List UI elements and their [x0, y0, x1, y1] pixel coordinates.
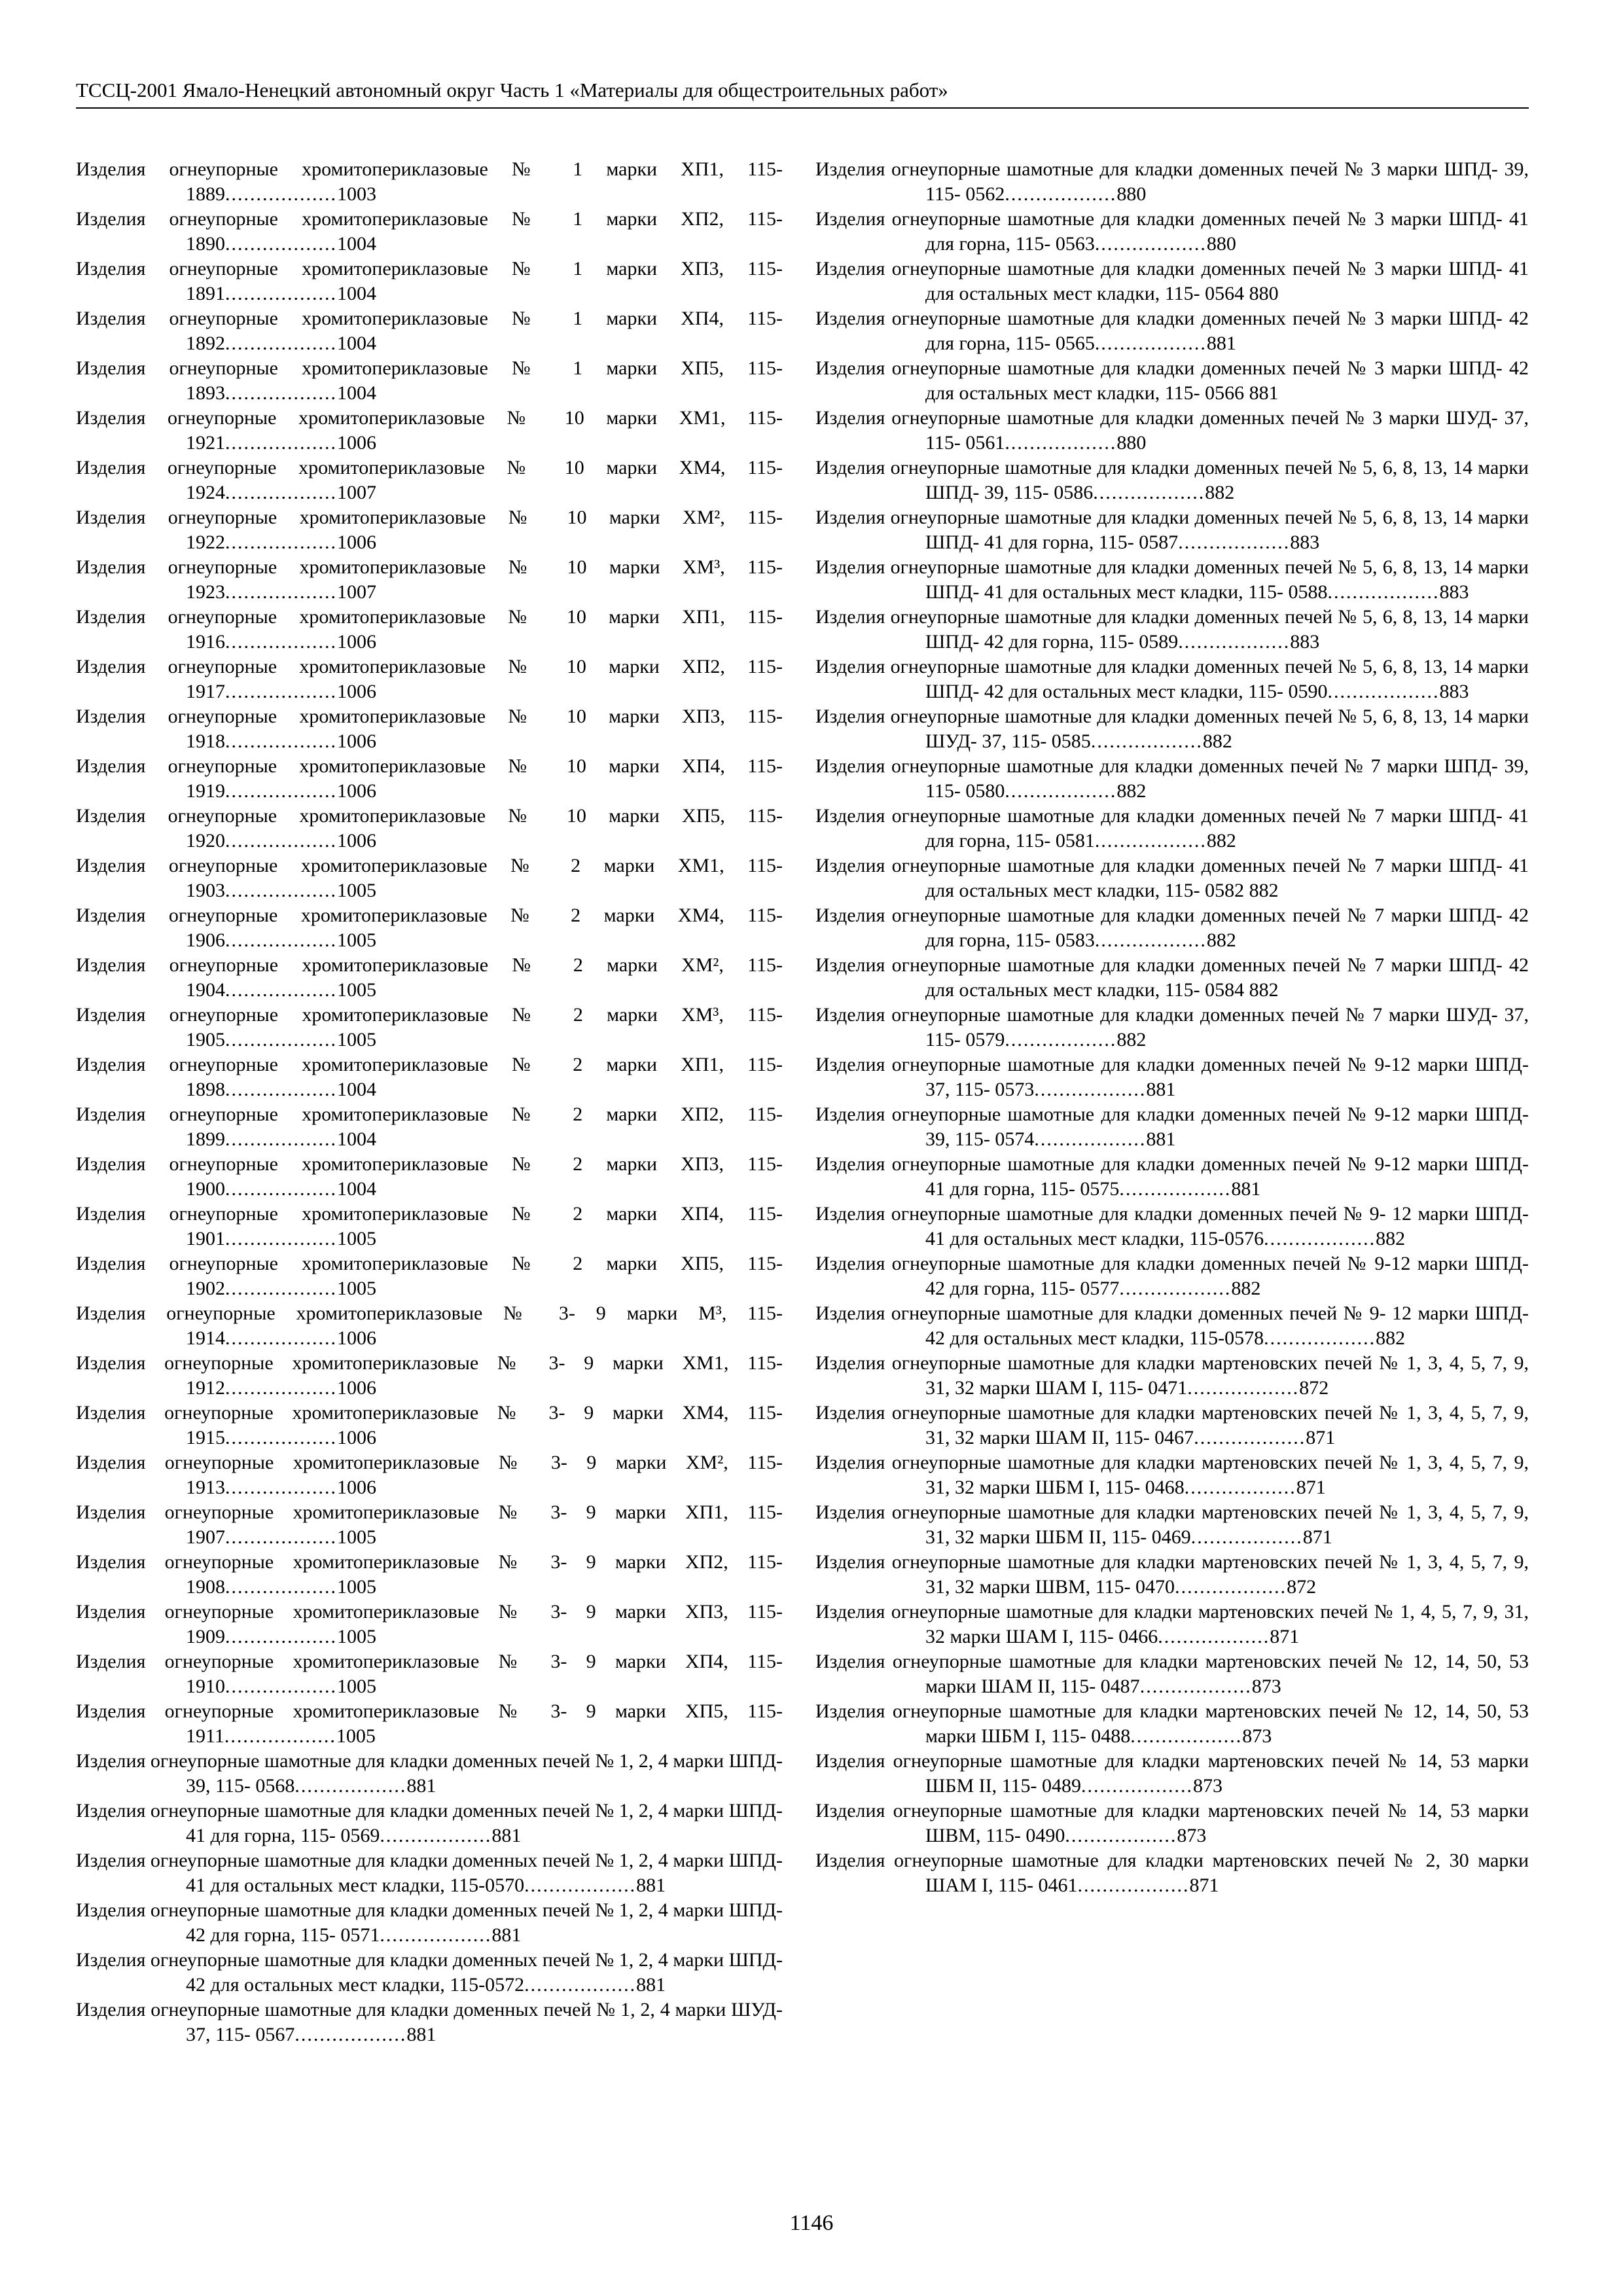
dot-leader: ..................: [1178, 631, 1291, 653]
index-entry: [815, 1401, 1529, 1450]
index-entry-text: Изделия огнеупорные шамотные для кладки доменных печей № 5, 6, 8, 13, 14 марки ШПД- 41 для горна, 115- 0587: [815, 507, 1529, 553]
index-column-left: [76, 157, 783, 2047]
index-entry-text: Изделия огнеупорные шамотные для кладки доменных печей № 7 марки ШПД- 42 для остальных мест кладки, 115- 0584 882: [815, 954, 1529, 1001]
index-entry-text: Изделия огнеупорные шамотные для кладки доменных печей № 3 марки ШУД- 37, 115- 0561: [815, 407, 1529, 454]
index-entry: [815, 754, 1529, 804]
running-header: ТССЦ-2001 Ямало-Ненецкий автономный округ Часть 1 «Материалы для общестроительных работ»: [76, 77, 1529, 109]
index-entry-page: 881: [1206, 332, 1236, 354]
dot-leader: ..................: [1119, 1178, 1232, 1200]
dot-leader: ..................: [225, 1029, 337, 1050]
index-entry-page: 882: [1116, 1029, 1147, 1050]
index-entry: [76, 853, 783, 903]
index-entry-text: Изделия огнеупорные шамотные для кладки доменных печей № 7 марки ШПД- 42 для горна, 115- 0583: [815, 905, 1529, 951]
dot-leader: ..................: [225, 581, 337, 603]
index-entry-page: 881: [636, 1874, 666, 1896]
index-entry-text: Изделия огнеупорные хромитопериклазовые № 2 марки ХМ³, 115-1905: [76, 1004, 783, 1050]
index-entry-text: Изделия огнеупорные шамотные для кладки доменных печей № 7 марки ШПД- 41 для остальных мест кладки, 115- 0582 882: [815, 855, 1529, 901]
dot-leader: ..................: [294, 2024, 407, 2045]
index-entry-text: Изделия огнеупорные шамотные для кладки доменных печей № 5, 6, 8, 13, 14 марки ШПД- 39, 115- 0586: [815, 457, 1529, 503]
dot-leader: ..................: [225, 929, 337, 951]
index-entry-text: Изделия огнеупорные хромитопериклазовые № 1 марки ХП1, 115-1889: [76, 158, 783, 205]
index-entry-page: 1005: [337, 1676, 376, 1697]
dot-leader: ..................: [225, 1128, 337, 1150]
index-entry: [76, 953, 783, 1003]
dot-leader: ..................: [225, 880, 337, 901]
index-entry-text: Изделия огнеупорные хромитопериклазовые № 10 марки ХМ1, 115- 1921: [76, 407, 783, 454]
index-entry-page: 881: [406, 1775, 437, 1797]
index-entry-text: Изделия огнеупорные хромитопериклазовые № 3- 9 марки ХП5, 115- 1911: [76, 1700, 783, 1747]
index-entry-page: 883: [1439, 681, 1469, 702]
index-entry: [815, 1600, 1529, 1649]
index-entry-page: 1005: [337, 880, 376, 901]
index-entry: [815, 456, 1529, 505]
index-entry-page: 871: [1270, 1626, 1300, 1647]
index-entry-page: 871: [1302, 1526, 1332, 1548]
index-entry-page: 882: [1206, 929, 1236, 951]
dot-leader: ..................: [1005, 183, 1117, 205]
index-entry: [815, 1301, 1529, 1351]
index-entry-page: 881: [406, 2024, 437, 2045]
index-entry-page: 871: [1189, 1874, 1219, 1896]
index-entry: [76, 207, 783, 257]
index-entry: [76, 1649, 783, 1699]
index-entry-page: 1006: [337, 830, 376, 852]
dot-leader: ..................: [1005, 432, 1117, 454]
index-entry-page: 1004: [337, 1128, 376, 1150]
index-entry-text: Изделия огнеупорные шамотные для кладки доменных печей № 3 марки ШПД- 41 для остальных мест кладки, 115- 0564 880: [815, 258, 1529, 304]
index-entry: [76, 456, 783, 505]
index-entry: [76, 1699, 783, 1749]
index-entry-page: 883: [1439, 581, 1469, 603]
index-entry: [76, 1351, 783, 1401]
index-entry: [76, 1948, 783, 1998]
index-entry-text: Изделия огнеупорные хромитопериклазовые № 3- 9 марки ХП2, 115- 1908: [76, 1551, 783, 1598]
index-entry: [76, 1301, 783, 1351]
index-entry: [76, 1102, 783, 1152]
index-entry-text: Изделия огнеупорные хромитопериклазовые № 10 марки ХП1, 115- 1916: [76, 606, 783, 653]
index-entry-page: 881: [636, 1974, 666, 1996]
index-entry-text: Изделия огнеупорные хромитопериклазовые № 2 марки ХМ4, 115-1906: [76, 905, 783, 951]
index-entry: [76, 1848, 783, 1898]
index-entry-page: 1005: [337, 929, 376, 951]
index-entry-text: Изделия огнеупорные шамотные для кладки доменных печей № 5, 6, 8, 13, 14 марки ШПД- 42 для горна, 115- 0589: [815, 606, 1529, 653]
index-entry-page: 1004: [337, 283, 376, 304]
dot-leader: ..................: [225, 1526, 337, 1548]
index-entry: [76, 605, 783, 655]
index-entry-page: 871: [1296, 1477, 1326, 1498]
dot-leader: ..................: [1178, 531, 1291, 553]
index-entry-page: 881: [1231, 1178, 1261, 1200]
dot-leader: ..................: [225, 780, 337, 802]
index-entry-page: 1006: [337, 531, 376, 553]
dot-leader: ..................: [1175, 1576, 1287, 1598]
index-entry-text: Изделия огнеупорные хромитопериклазовые № 3- 9 марки ХМ4, 115- 1915: [76, 1402, 783, 1448]
index-entry: [815, 1003, 1529, 1052]
dot-leader: ..................: [1034, 1079, 1147, 1100]
index-entry-page: 1006: [337, 1327, 376, 1349]
index-entry-page: 880: [1116, 183, 1147, 205]
dot-leader: ..................: [1327, 581, 1440, 603]
dot-leader: ..................: [225, 730, 337, 752]
index-entry-text: Изделия огнеупорные шамотные для кладки доменных печей № 7 марки ШПД- 39, 115- 0580: [815, 755, 1529, 802]
index-entry-text: Изделия огнеупорные шамотные для кладки доменных печей № 7 марки ШУД- 37, 115- 0579: [815, 1004, 1529, 1050]
index-entry: [815, 1450, 1529, 1500]
index-entry-text: Изделия огнеупорные шамотные для кладки доменных печей № 5, 6, 8, 13, 14 марки ШПД- 41 для остальных мест кладки, 115- 0588: [815, 556, 1529, 603]
dot-leader: ..................: [1130, 1725, 1243, 1747]
index-entry: [815, 406, 1529, 456]
dot-leader: ..................: [225, 681, 337, 702]
index-entry-text: Изделия огнеупорные хромитопериклазовые № 3- 9 марки М³, 115-1914: [76, 1302, 783, 1349]
index-entry-text: Изделия огнеупорные шамотные для кладки мартеновских печей № 1, 3, 4, 5, 7, 9, 31, 32 марки ШАМ II, 115- 0467: [815, 1402, 1529, 1448]
index-entry: [76, 1898, 783, 1948]
index-entry-text: Изделия огнеупорные хромитопериклазовые № 10 марки ХП2, 115- 1917: [76, 656, 783, 702]
index-entry-page: 882: [1376, 1327, 1406, 1349]
index-entry-text: Изделия огнеупорные шамотные для кладки доменных печей № 1, 2, 4 марки ШПД- 41 для остальных мест кладки, 115-0570: [76, 1850, 783, 1896]
index-entry-text: Изделия огнеупорные шамотные для кладки мартеновских печей № 14, 53 марки ШВМ, 115- 0490: [815, 1800, 1529, 1846]
dot-leader: ..................: [1194, 1427, 1306, 1448]
index-entry-page: 1004: [337, 233, 376, 255]
index-entry: [815, 704, 1529, 754]
index-entry-page: 881: [491, 1924, 522, 1946]
index-entry-page: 880: [1206, 233, 1236, 255]
index-entry-page: 1004: [337, 1079, 376, 1100]
index-entry-text: Изделия огнеупорные хромитопериклазовые № 2 марки ХП5, 115-1902: [76, 1253, 783, 1299]
dot-leader: ..................: [1005, 780, 1117, 802]
index-entry-page: 883: [1290, 531, 1320, 553]
index-entry-page: 1005: [337, 1626, 376, 1647]
dot-leader: ..................: [380, 1924, 492, 1946]
index-entry: [815, 306, 1529, 356]
dot-leader: ..................: [225, 1576, 337, 1598]
index-entry: [76, 356, 783, 406]
index-entry-page: 1005: [337, 979, 376, 1001]
index-entry: [76, 1251, 783, 1301]
index-entry-page: 1005: [336, 1725, 376, 1747]
index-entry-page: 1006: [337, 730, 376, 752]
dot-leader: ..................: [224, 1725, 336, 1747]
index-entry-page: 1006: [337, 681, 376, 702]
index-entry-page: 873: [1251, 1676, 1281, 1697]
dot-leader: ..................: [225, 1377, 337, 1399]
index-entry-page: 1004: [337, 1178, 376, 1200]
dot-leader: ..................: [1094, 929, 1207, 951]
index-entry-text: Изделия огнеупорные хромитопериклазовые № 1 марки ХП4, 115-1892: [76, 308, 783, 354]
index-entry-text: Изделия огнеупорные шамотные для кладки мартеновских печей № 14, 53 марки ШБМ II, 115- 0489: [815, 1750, 1529, 1797]
dot-leader: ..................: [1184, 1477, 1296, 1498]
index-entry-text: Изделия огнеупорные шамотные для кладки доменных печей № 9-12 марки ШПД- 39, 115- 0574: [815, 1103, 1529, 1150]
dot-leader: ..................: [1264, 1327, 1376, 1349]
index-entry-page: 881: [491, 1825, 522, 1846]
index-entry-text: Изделия огнеупорные шамотные для кладки доменных печей № 7 марки ШПД- 41 для горна, 115- 0581: [815, 805, 1529, 852]
index-entry-page: 873: [1242, 1725, 1272, 1747]
dot-leader: ..................: [1158, 1626, 1270, 1647]
index-entry-text: Изделия огнеупорные хромитопериклазовые № 2 марки ХП2, 115-1899: [76, 1103, 783, 1150]
index-entry-page: 1006: [337, 631, 376, 653]
index-entry-page: 1007: [337, 482, 376, 503]
index-entry: [76, 1749, 783, 1799]
index-entry: [815, 1351, 1529, 1401]
index-entry: [76, 754, 783, 804]
dot-leader: ..................: [1094, 233, 1207, 255]
index-entry-text: Изделия огнеупорные хромитопериклазовые № 3- 9 марки ХП3, 115- 1909: [76, 1601, 783, 1647]
index-entry: [815, 1500, 1529, 1550]
dot-leader: ..................: [225, 631, 337, 653]
dot-leader: ..................: [225, 382, 337, 404]
dot-leader: ..................: [225, 432, 337, 454]
index-entry-page: 1003: [337, 183, 376, 205]
index-entry-page: 1006: [337, 1477, 376, 1498]
index-entry-text: Изделия огнеупорные хромитопериклазовые № 3- 9 марки ХП4, 115- 1910: [76, 1651, 783, 1697]
index-entry: [815, 1102, 1529, 1152]
index-entry-page: 1005: [337, 1228, 376, 1249]
index-entry-text: Изделия огнеупорные шамотные для кладки доменных печей № 5, 6, 8, 13, 14 марки ШПД- 42 для остальных мест кладки, 115- 0590: [815, 656, 1529, 702]
dot-leader: ..................: [225, 1477, 337, 1498]
index-entry-page: 1006: [337, 1377, 376, 1399]
index-entry-page: 882: [1376, 1228, 1406, 1249]
dot-leader: ..................: [225, 1079, 337, 1100]
index-entry: [76, 1152, 783, 1202]
index-entry-text: Изделия огнеупорные шамотные для кладки доменных печей № 1, 2, 4 марки ШПД- 39, 115- 0568: [76, 1750, 783, 1797]
index-entry-text: Изделия огнеупорные хромитопериклазовые № 2 марки ХМ1, 115-1903: [76, 855, 783, 901]
index-entry: [815, 605, 1529, 655]
index-entry-text: Изделия огнеупорные шамотные для кладки доменных печей № 3 марки ШПД- 39, 115- 0562: [815, 158, 1529, 205]
dot-leader: ..................: [225, 332, 337, 354]
dot-leader: ..................: [1005, 1029, 1117, 1050]
index-entry: [76, 1998, 783, 2047]
index-entry-text: Изделия огнеупорные шамотные для кладки мартеновских печей № 1, 3, 4, 5, 7, 9, 31, 32 марки ШБМ I, 115- 0468: [815, 1452, 1529, 1498]
index-entry: [815, 207, 1529, 257]
index-entry-text: Изделия огнеупорные хромитопериклазовые № 3- 9 марки ХП1, 115- 1907: [76, 1501, 783, 1548]
index-entry-text: Изделия огнеупорные хромитопериклазовые № 2 марки ХП1, 115-1898: [76, 1054, 783, 1100]
dot-leader: ..................: [1190, 1526, 1303, 1548]
index-column-right: [815, 157, 1529, 1898]
dot-leader: ..................: [1139, 1676, 1252, 1697]
dot-leader: ..................: [1077, 1874, 1190, 1896]
index-entry: [815, 257, 1529, 306]
index-entry: [76, 1600, 783, 1649]
dot-leader: ..................: [1090, 730, 1203, 752]
dot-leader: ..................: [524, 1874, 637, 1896]
index-entry-page: 1006: [337, 432, 376, 454]
index-entry-page: 882: [1116, 780, 1147, 802]
index-entry-page: 882: [1202, 730, 1232, 752]
index-entry-text: Изделия огнеупорные шамотные для кладки мартеновских печей № 1, 4, 5, 7, 9, 31, 32 марки ШАМ I, 115- 0466: [815, 1601, 1529, 1647]
index-entry-text: Изделия огнеупорные шамотные для кладки доменных печей № 9-12 марки ШПД- 37, 115- 0573: [815, 1054, 1529, 1100]
index-entry-text: Изделия огнеупорные хромитопериклазовые № 2 марки ХП3, 115-1900: [76, 1153, 783, 1200]
dot-leader: ..................: [1094, 332, 1207, 354]
index-entry-text: Изделия огнеупорные шамотные для кладки мартеновских печей № 1, 3, 4, 5, 7, 9, 31, 32 марки ШАМ I, 115- 0471: [815, 1352, 1529, 1399]
index-entry: [815, 853, 1529, 903]
index-entry: [815, 356, 1529, 406]
index-entry-page: 873: [1193, 1775, 1223, 1797]
index-entry: [815, 555, 1529, 605]
dot-leader: ..................: [294, 1775, 407, 1797]
index-entry: [815, 1550, 1529, 1600]
index-entry-text: Изделия огнеупорные шамотные для кладки доменных печей № 9-12 марки ШПД- 41 для горна, 115- 0575: [815, 1153, 1529, 1200]
dot-leader: ..................: [1093, 482, 1205, 503]
dot-leader: ..................: [1327, 681, 1440, 702]
dot-leader: ..................: [1187, 1377, 1300, 1399]
index-entry: [76, 157, 783, 207]
index-entry-text: Изделия огнеупорные хромитопериклазовые № 1 марки ХП5, 115-1893: [76, 357, 783, 404]
dot-leader: ..................: [225, 1626, 337, 1647]
index-entry-page: 882: [1205, 482, 1235, 503]
index-entry-page: 880: [1116, 432, 1147, 454]
dot-leader: ..................: [524, 1974, 637, 1996]
index-entry: [76, 406, 783, 456]
dot-leader: ..................: [1081, 1775, 1194, 1797]
index-entry: [815, 1649, 1529, 1699]
index-entry: [815, 1251, 1529, 1301]
index-entry-page: 883: [1290, 631, 1320, 653]
index-entry: [815, 1799, 1529, 1848]
index-entry-page: 872: [1299, 1377, 1329, 1399]
index-entry-text: Изделия огнеупорные шамотные для кладки доменных печей № 1, 2, 4 марки ШПД- 41 для горна, 115- 0569: [76, 1800, 783, 1846]
index-entry: [76, 1450, 783, 1500]
index-entry-text: Изделия огнеупорные шамотные для кладки мартеновских печей № 2, 30 марки ШАМ I, 115- 0461: [815, 1850, 1529, 1896]
index-entry-text: Изделия огнеупорные шамотные для кладки доменных печей № 3 марки ШПД- 42 для остальных мест кладки, 115- 0566 881: [815, 357, 1529, 404]
index-entry-text: Изделия огнеупорные хромитопериклазовые № 1 марки ХП3, 115-1891: [76, 258, 783, 304]
index-entry-page: 1006: [337, 780, 376, 802]
index-entry-page: 1004: [337, 382, 376, 404]
index-entry: [815, 1749, 1529, 1799]
index-entry-text: Изделия огнеупорные хромитопериклазовые № 10 марки ХМ³, 115- 1923: [76, 556, 783, 603]
dot-leader: ..................: [1034, 1128, 1147, 1150]
index-entry: [815, 1052, 1529, 1102]
index-entry: [815, 655, 1529, 704]
index-entry: [815, 953, 1529, 1003]
index-entry: [815, 1848, 1529, 1898]
index-entry: [76, 257, 783, 306]
index-entry-page: 1005: [337, 1278, 376, 1299]
index-entry-text: Изделия огнеупорные хромитопериклазовые № 2 марки ХП4, 115-1901: [76, 1203, 783, 1249]
index-entry: [76, 1550, 783, 1600]
index-entry-page: 1006: [337, 1427, 376, 1448]
index-entry: [76, 704, 783, 754]
index-entry: [815, 804, 1529, 853]
dot-leader: ..................: [225, 482, 337, 503]
index-entry-page: 1005: [337, 1526, 376, 1548]
index-entry-text: Изделия огнеупорные хромитопериклазовые № 10 марки ХП5, 115- 1920: [76, 805, 783, 852]
index-entry-text: Изделия огнеупорные хромитопериклазовые № 3- 9 марки ХМ², 115- 1913: [76, 1452, 783, 1498]
index-entry-text: Изделия огнеупорные шамотные для кладки доменных печей № 1, 2, 4 марки ШПД- 42 для остальных мест кладки, 115-0572: [76, 1949, 783, 1996]
index-entry-page: 1004: [337, 332, 376, 354]
index-entry: [815, 157, 1529, 207]
index-entry-text: Изделия огнеупорные шамотные для кладки доменных печей № 3 марки ШПД- 41 для горна, 115- 0563: [815, 208, 1529, 255]
index-entry-text: Изделия огнеупорные шамотные для кладки доменных печей № 9- 12 марки ШПД- 41 для остальных мест кладки, 115-0576: [815, 1203, 1529, 1249]
index-entry: [76, 1202, 783, 1251]
index-entry: [815, 1152, 1529, 1202]
index-entry-page: 871: [1306, 1427, 1336, 1448]
index-entry-text: Изделия огнеупорные шамотные для кладки доменных печей № 9- 12 марки ШПД- 42 для остальных мест кладки, 115-0578: [815, 1302, 1529, 1349]
index-entry: [76, 1401, 783, 1450]
index-entry-page: 1005: [337, 1029, 376, 1050]
dot-leader: ..................: [225, 1278, 337, 1299]
index-entry: [76, 555, 783, 605]
index-entry-text: Изделия огнеупорные шамотные для кладки доменных печей № 1, 2, 4 марки ШПД- 42 для горна, 115- 0571: [76, 1899, 783, 1946]
index-entry-text: Изделия огнеупорные хромитопериклазовые № 1 марки ХП2, 115-1890: [76, 208, 783, 255]
index-entry-text: Изделия огнеупорные шамотные для кладки доменных печей № 5, 6, 8, 13, 14 марки ШУД- 37, 115- 0585: [815, 706, 1529, 752]
index-entry: [76, 655, 783, 704]
index-entry: [76, 505, 783, 555]
index-entry-page: 882: [1206, 830, 1236, 852]
dot-leader: ..................: [225, 283, 337, 304]
dot-leader: ..................: [1065, 1825, 1177, 1846]
index-entry-text: Изделия огнеупорные шамотные для кладки доменных печей № 1, 2, 4 марки ШУД- 37, 115- 0567: [76, 1999, 783, 2045]
index-entry: [76, 1799, 783, 1848]
index-entry-text: Изделия огнеупорные шамотные для кладки мартеновских печей № 1, 3, 4, 5, 7, 9, 31, 32 марки ШВМ, 115- 0470: [815, 1551, 1529, 1598]
index-entry: [76, 1500, 783, 1550]
index-entry-text: Изделия огнеупорные хромитопериклазовые № 3- 9 марки ХМ1, 115- 1912: [76, 1352, 783, 1399]
index-entry-page: 882: [1231, 1278, 1261, 1299]
dot-leader: ..................: [225, 531, 337, 553]
index-entry: [76, 1003, 783, 1052]
index-entry-text: Изделия огнеупорные шамотные для кладки мартеновских печей № 1, 3, 4, 5, 7, 9, 31, 32 марки ШБМ II, 115- 0469: [815, 1501, 1529, 1548]
index-entry-page: 1005: [337, 1576, 376, 1598]
index-entry-text: Изделия огнеупорные шамотные для кладки доменных печей № 9-12 марки ШПД- 42 для горна, 115- 0577: [815, 1253, 1529, 1299]
dot-leader: ..................: [1094, 830, 1207, 852]
index-entry-text: Изделия огнеупорные шамотные для кладки доменных печей № 3 марки ШПД- 42 для горна, 115- 0565: [815, 308, 1529, 354]
dot-leader: ..................: [380, 1825, 492, 1846]
dot-leader: ..................: [225, 979, 337, 1001]
dot-leader: ..................: [225, 1427, 337, 1448]
index-entry-text: Изделия огнеупорные шамотные для кладки мартеновских печей № 12, 14, 50, 53 марки ШАМ II, 115- 0487: [815, 1651, 1529, 1697]
dot-leader: ..................: [225, 1178, 337, 1200]
index-entry-text: Изделия огнеупорные шамотные для кладки мартеновских печей № 12, 14, 50, 53 марки ШБМ I, 115- 0488: [815, 1700, 1529, 1747]
index-entry-text: Изделия огнеупорные хромитопериклазовые № 10 марки ХП4, 115- 1919: [76, 755, 783, 802]
dot-leader: ..................: [225, 1228, 337, 1249]
index-entry-text: Изделия огнеупорные хромитопериклазовые № 10 марки ХП3, 115- 1918: [76, 706, 783, 752]
index-entry-text: Изделия огнеупорные хромитопериклазовые № 10 марки ХМ4, 115- 1924: [76, 457, 783, 503]
dot-leader: ..................: [225, 830, 337, 852]
dot-leader: ..................: [225, 1327, 337, 1349]
index-entry: [76, 1052, 783, 1102]
index-entry: [815, 903, 1529, 953]
dot-leader: ..................: [225, 1676, 337, 1697]
index-entry: [815, 1699, 1529, 1749]
index-entry: [76, 804, 783, 853]
page-number: 1146: [789, 2211, 834, 2235]
index-entry-page: 873: [1177, 1825, 1207, 1846]
index-entry-page: 881: [1146, 1079, 1176, 1100]
index-entry-page: 881: [1146, 1128, 1176, 1150]
dot-leader: ..................: [225, 183, 337, 205]
index-entry: [815, 505, 1529, 555]
dot-leader: ..................: [1119, 1278, 1232, 1299]
index-entry-text: Изделия огнеупорные хромитопериклазовые № 2 марки ХМ², 115-1904: [76, 954, 783, 1001]
index-entry-page: 1007: [337, 581, 376, 603]
index-entry: [76, 903, 783, 953]
dot-leader: ..................: [225, 233, 337, 255]
dot-leader: ..................: [1264, 1228, 1376, 1249]
index-entry: [815, 1202, 1529, 1251]
index-entry-page: 872: [1287, 1576, 1317, 1598]
index-entry-text: Изделия огнеупорные хромитопериклазовые № 10 марки ХМ², 115- 1922: [76, 507, 783, 553]
index-entry: [76, 306, 783, 356]
